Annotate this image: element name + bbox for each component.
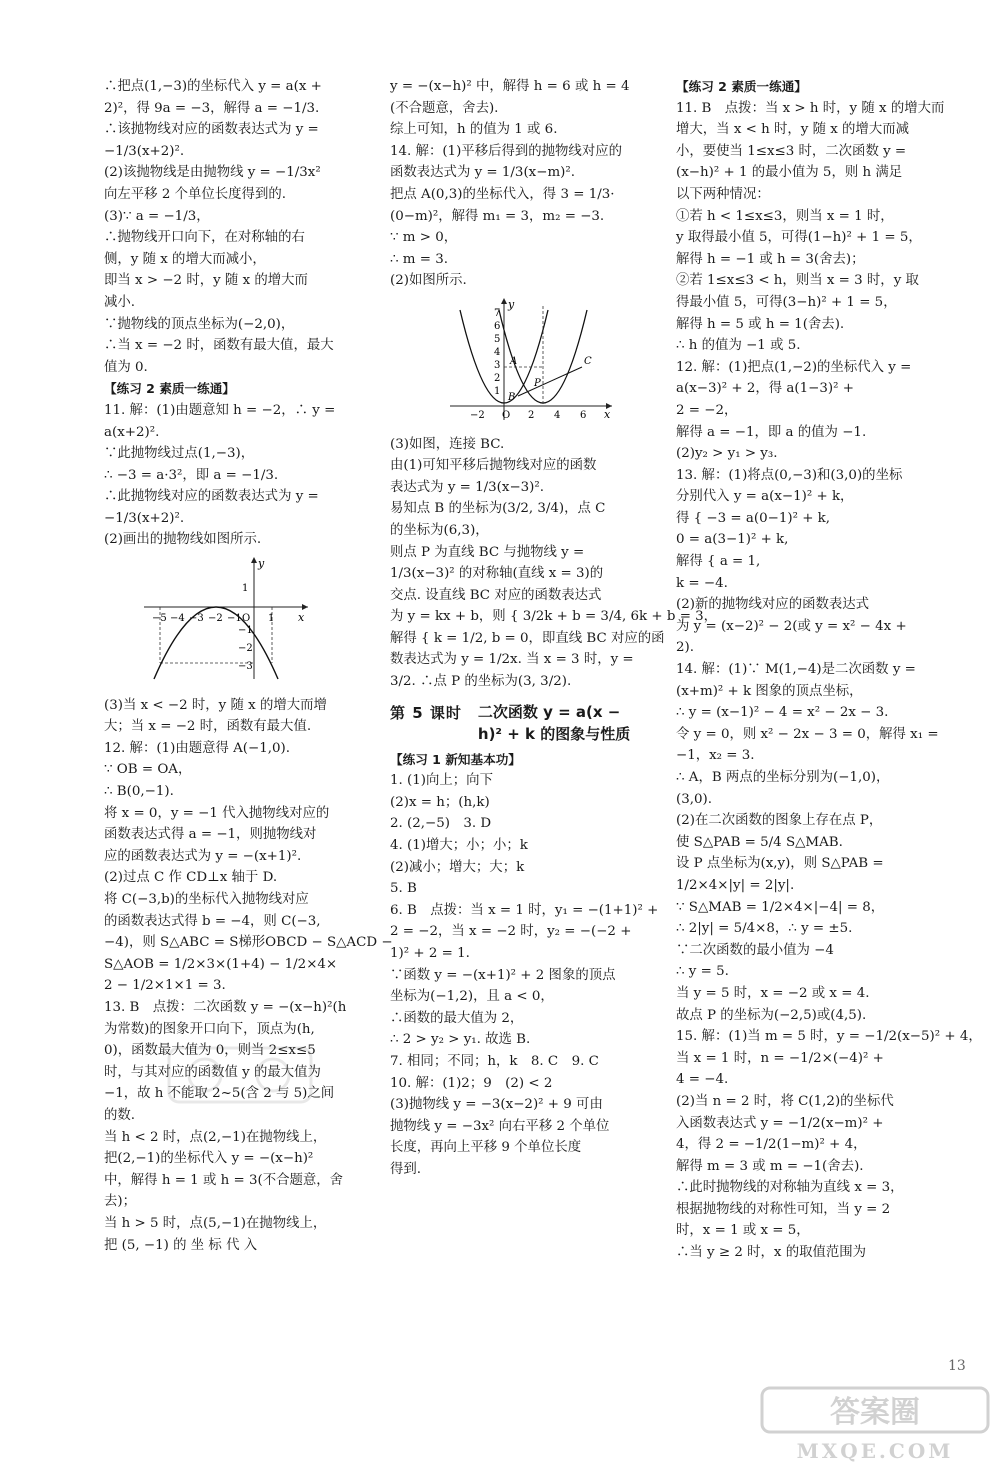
text-line: 交点. 设直线 BC 对应的函数表达式 xyxy=(390,587,602,603)
text-line: 的数. xyxy=(104,1107,136,1123)
text-line: 当 h < 2 时，点(2,−1)在抛物线上， xyxy=(104,1129,327,1145)
text-line: 易知点 B 的坐标为(3/2, 3/4)，点 C xyxy=(390,501,606,517)
text-line: 2)²，得 9a = −3，解得 a = −1/3. xyxy=(104,100,320,116)
text-line: (2)过点 C 作 CD⊥x 轴于 D. xyxy=(104,870,278,886)
text-line: (3)如图，连接 BC. xyxy=(390,436,505,452)
text-line: (2)如图所示. xyxy=(390,273,467,289)
text-line: (2)该抛物线是由抛物线 y = −1/3x² xyxy=(104,165,321,181)
text-line: (不合题意，舍去). xyxy=(390,100,499,116)
tick-label: −5 xyxy=(152,613,167,625)
tick-label: 6 xyxy=(494,320,501,332)
tick-label: 2 xyxy=(494,372,501,384)
text-line: 2 = −2，当 x = −2 时，y₂ = −(−2 + xyxy=(390,924,632,940)
text-line: ∴ y = (x−1)² − 4 = x² − 2x − 3. xyxy=(676,705,889,721)
text-line: 15. 解：(1)当 m = 5 时，y = −1/2(x−5)² + 4， xyxy=(676,1029,982,1045)
watermark-url: MXQE.COM xyxy=(796,1439,954,1463)
text-line: 侧，y 随 x 的增大而减小， xyxy=(104,251,266,267)
text-line: ∴此抛物线对应的函数表达式为 y = xyxy=(104,489,319,505)
text-line: 以下两种情况： xyxy=(676,186,770,202)
text-line: 4，得 2 = −1/2(1−m)² + 4， xyxy=(676,1137,867,1153)
text-line: ∵抛物线的顶点坐标为(−2,0)， xyxy=(104,316,295,332)
text-line: 综上可知，h 的值为 1 或 6. xyxy=(390,122,558,138)
text-line: ∴ h 的值为 −1 或 5. xyxy=(676,338,801,354)
y-axis-label: y xyxy=(508,297,515,311)
text-line: (2)y₂ > y₁ > y₃. xyxy=(676,446,778,462)
text-line: 令 y = 0，则 x² − 2x − 3 = 0，解得 x₁ = xyxy=(676,726,939,742)
text-line: 2. (2,−5) 3. D xyxy=(390,816,492,832)
text-line: 的函数表达式得 b = −4，则 C(−3, xyxy=(104,913,321,929)
text-line: 的坐标为(6,3)， xyxy=(390,522,489,538)
text-line: ∵二次函数的最小值为 −4 xyxy=(676,942,834,958)
text-line: 则点 P 为直线 BC 与抛物线 y = xyxy=(390,544,585,560)
tick-label: −2 xyxy=(208,613,223,625)
text-line: 值为 0. xyxy=(104,359,148,375)
text-line: 7. 相同；不同；h，k 8. C 9. C xyxy=(390,1053,599,1069)
tick-label: −2 xyxy=(238,643,253,655)
text-line: 10. 解：(1)2；9 (2) < 2 xyxy=(390,1075,553,1091)
text-line: a(x−3)² + 2，得 a(1−3)² + xyxy=(676,381,854,397)
text-line: ∴ A，B 两点的坐标分别为(−1,0)， xyxy=(676,770,890,785)
text-line: −4)，则 S△ABC = S梯形OBCD − S△ACD − xyxy=(104,935,393,951)
text-line: 1. (1)向上；向下 xyxy=(390,773,493,789)
text-line: 把点 A(0,3)的坐标代入，得 3 = 1/3· xyxy=(390,186,615,202)
text-line: 当 y = 5 时，x = −2 或 x = 4. xyxy=(676,985,870,1001)
text-line: ∴函数的最大值为 2， xyxy=(390,1010,524,1026)
text-line: 数表达式为 y = 1/2x. 当 x = 3 时，y = xyxy=(390,652,634,668)
text-line: ∴ 2|y| = 5/4×8，∴ y = ±5. xyxy=(676,921,853,937)
text-line: ∴此时抛物线的对称轴为直线 x = 3， xyxy=(676,1180,904,1196)
tick-label: O xyxy=(502,409,511,421)
tick-label: O xyxy=(242,613,251,625)
parabola-figure-2 xyxy=(446,296,616,422)
text-line: y 取得最小值 5，可得(1−h)² + 1 = 5， xyxy=(676,230,922,246)
text-line: 设 P 点坐标为(x,y)，则 S△PAB = xyxy=(676,856,884,872)
text-line: −1，x₂ = 3. xyxy=(676,748,755,764)
text-line: 大；当 x = −2 时，函数有最大值. xyxy=(104,719,312,735)
text-line: ∴ y = 5. xyxy=(676,964,729,980)
tick-label: −3 xyxy=(238,661,253,673)
text-line: 为 y = kx + b，则 { 3/2k + b = 3/4, 6k + b = 3， xyxy=(390,609,718,625)
text-line: 抛物线 y = −3x² 向右平移 2 个单位 xyxy=(390,1118,610,1134)
text-line: 1/3(x−3)² 的对称轴(直线 x = 3)的 xyxy=(390,566,604,582)
text-line: ∴ m = 3. xyxy=(390,251,448,267)
line-bc xyxy=(518,367,582,396)
section-heading: 【练习 2 素质一练通】 xyxy=(104,381,235,397)
text-line: ∴把点(1,−3)的坐标代入 y = a(x + xyxy=(104,79,322,94)
text-line: ∴抛物线开口向下，在对称轴的右 xyxy=(104,230,305,246)
text-line: (3)∵ a = −1/3， xyxy=(104,208,210,224)
text-line: 5. B xyxy=(390,881,417,897)
faint-stamp-watermark xyxy=(165,1040,315,1110)
text-line: (x+m)² + k 图象的顶点坐标， xyxy=(676,683,863,699)
text-line: 解得 h = −1 或 h = 3(舍去)； xyxy=(676,251,865,267)
text-line: 11. 解：(1)由题意知 h = −2，∴ y = xyxy=(104,402,336,418)
text-line: ∵此抛物线过点(1,−3)， xyxy=(104,446,255,462)
text-line: 1)² + 2 = 1. xyxy=(390,946,470,961)
text-line: (3,0). xyxy=(676,791,713,807)
text-line: 将 C(−3,b)的坐标代入抛物线对应 xyxy=(104,892,309,907)
text-line: ∵函数 y = −(x+1)² + 2 图象的顶点 xyxy=(390,967,616,983)
text-line: 减小. xyxy=(104,294,136,310)
text-line: 得最小值 5，可得(3−h)² + 1 = 5， xyxy=(676,294,897,310)
text-line: 3/2. ∴点 P 的坐标为(3, 3/2). xyxy=(390,674,572,690)
text-line: 4. (1)增大；小；小；k xyxy=(390,838,528,854)
text-line: 函数表达式得 a = −1，则抛物线对 xyxy=(104,827,317,843)
point-label: C xyxy=(584,355,592,367)
text-line: 解得 m = 3 或 m = −1(舍去). xyxy=(676,1158,864,1174)
text-line: −1/3(x+2)². xyxy=(104,510,185,526)
tick-label: 2 xyxy=(528,409,535,421)
text-line: 6. B 点拨：当 x = 1 时，y₁ = −(1+1)² + xyxy=(390,902,659,918)
text-line: 时，x = 1 或 x = 5， xyxy=(676,1223,810,1239)
text-line: (3)当 x < −2 时，y 随 x 的增大而增 xyxy=(104,697,327,713)
text-line: k = −4. xyxy=(676,575,728,591)
x-axis-label: x xyxy=(604,407,611,421)
y-axis-label: y xyxy=(258,557,265,571)
text-line: 0 = a(3−1)² + k, xyxy=(676,532,789,548)
text-line: 函数表达式为 y = 1/3(x−m)². xyxy=(390,165,575,181)
text-line: ∵ S△MAB = 1/2×4×|−4| = 8， xyxy=(676,899,885,915)
text-line: 坐标为(−1,2)，且 a < 0， xyxy=(390,989,554,1005)
point-label: P xyxy=(534,377,541,389)
text-line: (2)新的抛物线对应的函数表达式 xyxy=(676,597,870,613)
text-line: 把(2,−1)的坐标代入 y = −(x−h)² xyxy=(104,1151,314,1167)
tick-label: 3 xyxy=(494,359,501,371)
text-line: 12. 解：(1)把点(1,−2)的坐标代入 y = xyxy=(676,359,912,375)
text-line: (2)在二次函数的图象上存在点 P， xyxy=(676,813,883,829)
text-line: 为 y = (x−2)² − 2(或 y = x² − 4x + xyxy=(676,618,907,634)
tick-label: 1 xyxy=(268,613,275,625)
text-line: −1，故 h 不能取 2~5(含 2 与 5)之间 xyxy=(104,1086,335,1102)
text-line: ∴ 2 > y₂ > y₁. 故选 B. xyxy=(390,1032,531,1048)
text-line: 应的函数表达式为 y = −(x+1)². xyxy=(104,848,302,864)
text-line: ∴该抛物线对应的函数表达式为 y = xyxy=(104,122,319,138)
lesson-title-line: 二次函数 y = a(x − xyxy=(477,702,621,721)
text-line: −1/3(x+2)². xyxy=(104,143,185,159)
text-line: 当 x = 1 时，n = −1/2×(−4)² + xyxy=(676,1050,884,1066)
text-line: 解得 h = 5 或 h = 1(舍去). xyxy=(676,316,845,332)
text-line: 表达式为 y = 1/3(x−3)². xyxy=(390,479,545,495)
text-line: 小，要使当 1≤x≤3 时，二次函数 y = xyxy=(676,143,907,159)
text-line: 14. 解：(1)∵ M(1,−4)是二次函数 y = xyxy=(676,662,916,678)
tick-label: −2 xyxy=(470,409,485,421)
text-line: ∴当 y ≥ 2 时，x 的取值范围为 xyxy=(676,1245,867,1261)
text-line: 将 x = 0，y = −1 代入抛物线对应的 xyxy=(104,805,330,821)
column-3 xyxy=(676,76,982,1264)
tick-label: 4 xyxy=(494,346,501,358)
text-line: 2 − 1/2×1×1 = 3. xyxy=(104,978,226,994)
tick-label: 1 xyxy=(494,385,501,397)
text-line: 时，与其对应的函数值 y 的最大值为 xyxy=(104,1064,321,1080)
site-watermark-logo xyxy=(760,1384,990,1464)
text-line: 0)，函数最大值为 0，则当 2≤x≤5 xyxy=(104,1043,316,1059)
text-line: 1/2×4×|y| = 2|y|. xyxy=(676,877,795,893)
text-line: S△AOB = 1/2×3×(1+4) − 1/2×4× xyxy=(104,956,338,972)
x-axis-label: x xyxy=(298,611,305,625)
text-line: 2 = −2， xyxy=(676,402,738,418)
text-line: ∴ −3 = a·3²，即 a = −1/3. xyxy=(104,467,279,483)
text-line: 向左平移 2 个单位长度得到的. xyxy=(104,186,286,202)
text-line: 去)； xyxy=(104,1194,137,1210)
text-line: (2)当 n = 2 时，将 C(1,2)的坐标代 xyxy=(676,1093,894,1109)
text-line: (2)x = h；(h,k) xyxy=(390,794,490,810)
text-line: 为常数)的图象开口向下，顶点为(h, xyxy=(104,1021,315,1037)
text-line: 4 = −4. xyxy=(676,1072,729,1088)
text-line: a(x+2)². xyxy=(104,424,160,440)
text-line: (2)减小；增大；大；k xyxy=(390,859,525,875)
text-line: 故点 P 的坐标为(−2,5)或(4,5). xyxy=(676,1007,867,1023)
section-heading: 【练习 2 素质一练通】 xyxy=(676,79,807,94)
tick-label: 6 xyxy=(580,409,587,421)
text-line: 得到. xyxy=(390,1161,422,1177)
text-line: 解得 { a = 1, xyxy=(676,554,761,570)
text-line: y = −(x−h)² 中，解得 h = 6 或 h = 4 xyxy=(390,79,630,94)
text-line: 增大，当 x < h 时，y 随 x 的增大而减 xyxy=(676,122,909,138)
point-label: B xyxy=(508,391,516,403)
text-line: ∵ OB = OA， xyxy=(104,762,192,778)
tick-label: −3 xyxy=(189,613,204,625)
tick-label: −1 xyxy=(238,625,253,637)
text-line: 由(1)可知平移后抛物线对应的函数 xyxy=(390,458,597,474)
text-line: 2). xyxy=(676,640,695,656)
tick-label: 7 xyxy=(494,307,501,319)
text-line: 中，解得 h = 1 或 h = 3(不合题意，舍 xyxy=(104,1172,344,1188)
text-line: 把 (5, −1) 的 坐 标 代 入 xyxy=(104,1237,258,1253)
text-line: 使 S△PAB = 5/4 S△MAB. xyxy=(676,834,843,850)
lesson-heading xyxy=(390,701,650,745)
text-line: 当 h > 5 时，点(5,−1)在抛物线上， xyxy=(104,1215,327,1231)
text-line: ∵ m > 0， xyxy=(390,230,458,246)
text-line: (3)抛物线 y = −3(x−2)² + 9 可由 xyxy=(390,1097,603,1113)
page-number: 13 xyxy=(948,1358,966,1374)
text-line: ②若 1≤x≤3 < h，则当 x = 3 时，y 取 xyxy=(676,273,919,289)
watermark-text: 答案圈 xyxy=(830,1395,920,1430)
text-line: 13. 解：(1)将点(0,−3)和(3,0)的坐标 xyxy=(676,467,903,483)
text-line: 入函数表达式 y = −1/2(x−m)² + xyxy=(676,1115,884,1131)
text-line: 解得 a = −1，即 a 的值为 −1. xyxy=(676,424,867,440)
lesson-number: 第 5 课时 xyxy=(390,703,462,722)
text-line: 长度，再向上平移 9 个单位长度 xyxy=(390,1140,582,1156)
text-line: 解得 { k = 1/2, b = 0，即直线 BC 对应的函 xyxy=(390,630,665,646)
lesson-title-line: h)² + k 的图象与性质 xyxy=(477,724,631,743)
text-line: 12. 解：(1)由题意得 A(−1,0). xyxy=(104,740,291,756)
tick-label: −1 xyxy=(227,613,242,625)
text-line: (0−m)²，解得 m₁ = 3，m₂ = −3. xyxy=(390,208,605,224)
text-line: 根据抛物线的对称性可知，当 y = 2 xyxy=(676,1201,891,1217)
text-line: 14. 解：(1)平移后得到的抛物线对应的 xyxy=(390,143,622,159)
tick-label: 1 xyxy=(242,583,249,595)
text-line: 13. B 点拨：二次函数 y = −(x−h)²(h xyxy=(104,999,347,1015)
text-line: ∴当 x = −2 时，函数有最大值，最大 xyxy=(104,338,334,354)
text-line: (x−h)² + 1 的最小值为 5，则 h 满足 xyxy=(676,165,903,181)
text-line: ∴ B(0,−1). xyxy=(104,784,174,800)
tick-label: −4 xyxy=(170,613,185,625)
text-line: (2)画出的抛物线如图所示. xyxy=(104,532,262,548)
text-line: 分别代入 y = a(x−1)² + k， xyxy=(676,489,854,505)
text-line: 即当 x > −2 时，y 随 x 的增大而 xyxy=(104,273,308,289)
lesson-title xyxy=(478,701,630,745)
parabola-figure-1 xyxy=(142,555,312,683)
text-line: 得 { −3 = a(0−1)² + k, xyxy=(676,510,831,526)
tick-label: 4 xyxy=(554,409,561,421)
point-label: A xyxy=(510,355,518,367)
tick-label: 5 xyxy=(494,333,501,345)
text-line: ①若 h < 1≤x≤3，则当 x = 1 时， xyxy=(676,208,894,224)
text-line: 11. B 点拨：当 x > h 时，y 随 x 的增大而 xyxy=(676,100,945,116)
section-heading: 【练习 1 新知基本功】 xyxy=(390,751,521,767)
